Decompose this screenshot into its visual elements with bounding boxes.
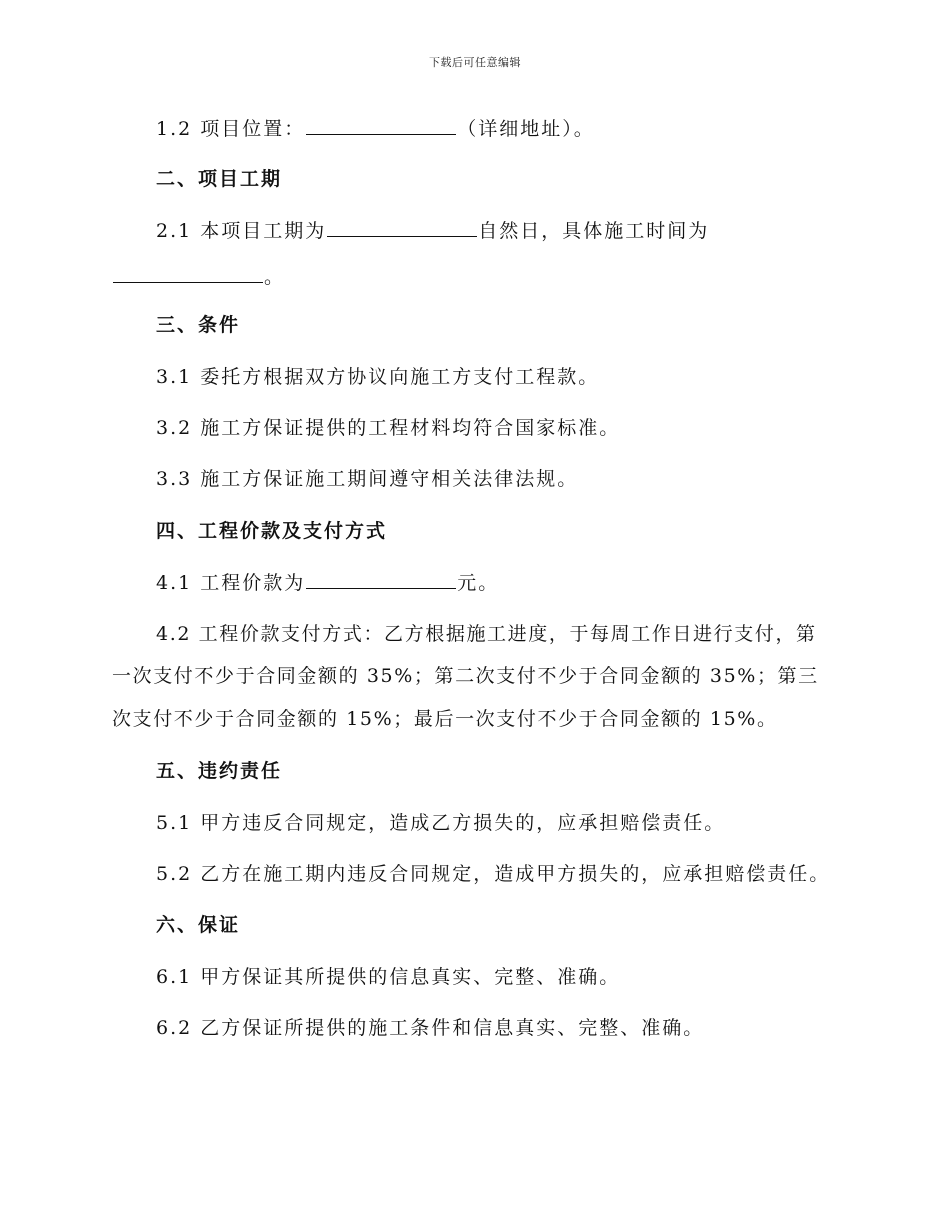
section-title-6: 六、保证 <box>156 914 241 936</box>
clause-2-1-cont <box>112 264 285 289</box>
section-title-4: 四、工程价款及支付方式 <box>156 520 388 542</box>
clause-5-1: 5.1 甲方违反合同规定，造成乙方损失的，应承担赔偿责任。 <box>156 812 726 834</box>
clause-5-2: 5.2 乙方在施工期内违反合同规定，造成甲方损失的，应承担赔偿责任。 <box>156 863 831 885</box>
price-blank[interactable] <box>306 570 456 589</box>
clause-1-2 <box>156 116 595 141</box>
clause-4-2-line-1: 4.2 工程价款支付方式：乙方根据施工进度，于每周工作日进行支付，第 <box>156 623 817 645</box>
clause-number: 2.1 <box>156 220 193 242</box>
clause-4-2-line-3: 次支付不少于合同金额的 15%；最后一次支付不少于合同金额的 15%。 <box>112 708 778 730</box>
clause-text: 工程价款为 <box>200 572 306 594</box>
clause-3-3: 3.3 施工方保证施工期间遵守相关法律法规。 <box>156 468 579 490</box>
schedule-blank[interactable] <box>113 264 263 283</box>
clause-6-2: 6.2 乙方保证所提供的施工条件和信息真实、完整、准确。 <box>156 1017 705 1039</box>
clause-label: 项目位置： <box>200 118 306 140</box>
clause-4-1 <box>156 570 499 595</box>
clause-number: 1.2 <box>156 118 193 140</box>
duration-blank[interactable] <box>327 218 477 237</box>
clause-suffix: （详细地址）。 <box>457 118 595 140</box>
clause-3-1: 3.1 委托方根据双方协议向施工方支付工程款。 <box>156 366 600 388</box>
section-title-5: 五、违约责任 <box>156 760 283 782</box>
clause-text: 自然日，具体施工时间为 <box>478 220 710 242</box>
clause-3-2: 3.2 施工方保证提供的工程材料均符合国家标准。 <box>156 417 621 439</box>
clause-4-2-line-2: 一次支付不少于合同金额的 35%；第二次支付不少于合同金额的 35%；第三 <box>112 665 819 687</box>
section-title-2: 二、项目工期 <box>156 168 283 190</box>
clause-2-1 <box>156 218 709 243</box>
clause-number: 4.1 <box>156 572 193 594</box>
clause-text: 。 <box>264 266 286 288</box>
clause-6-1: 6.1 甲方保证其所提供的信息真实、完整、准确。 <box>156 966 621 988</box>
section-title-3: 三、条件 <box>156 314 241 336</box>
clause-text: 元。 <box>457 572 500 594</box>
page-header: 下载后可任意编辑 <box>429 56 521 69</box>
address-blank[interactable] <box>306 116 456 135</box>
clause-text: 本项目工期为 <box>200 220 327 242</box>
